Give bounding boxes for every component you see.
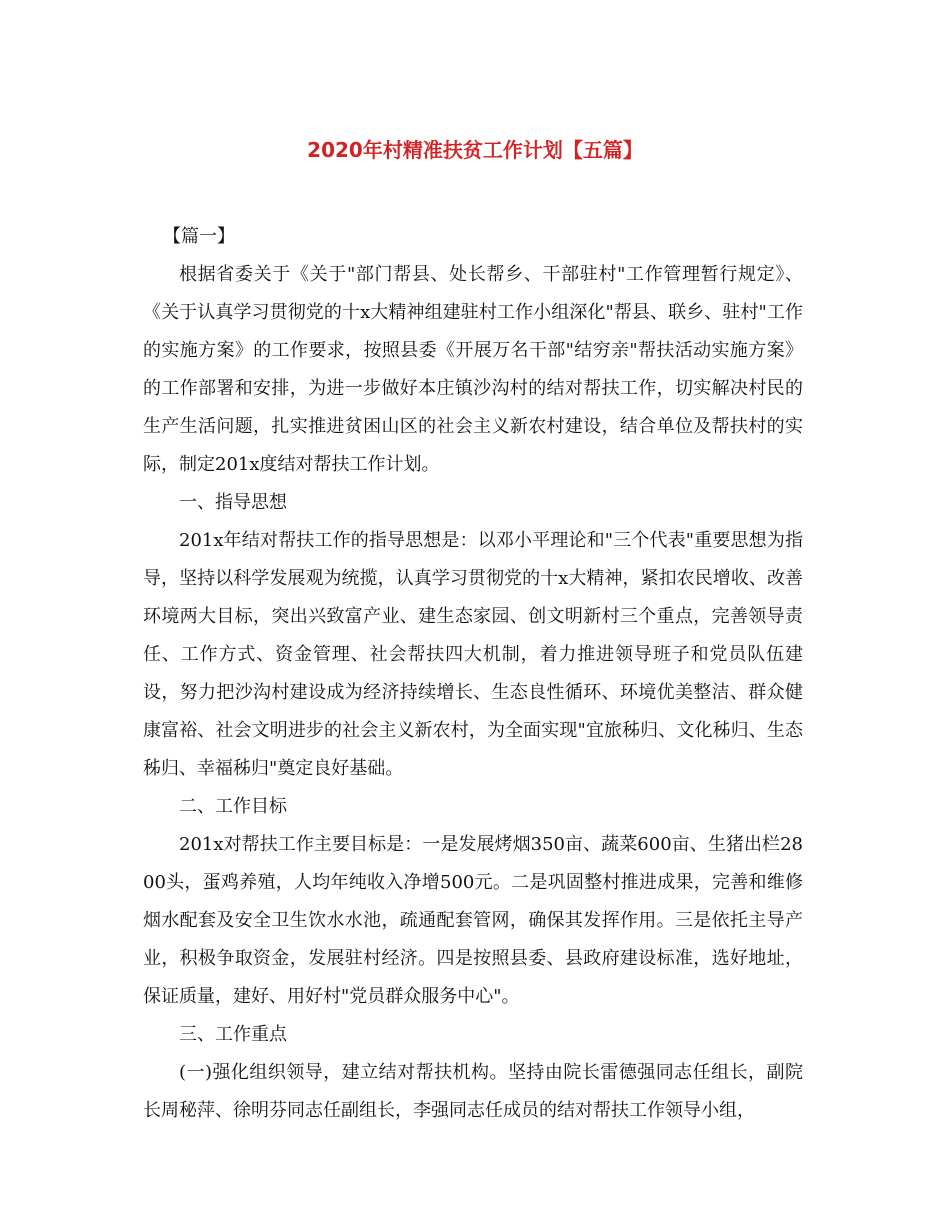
heading-work-goals: 二、工作目标	[179, 796, 287, 817]
paragraph-intro: 根据省委关于《关于"部门帮县、处长帮乡、干部驻村"工作管理暂行规定》、《关于认真学习贯彻党的十x大精神组建驻村工作小组深化"帮县、联乡、驻村"工作的实施方案》的工作要求，按照县委《开展万名干部"结穷亲"帮扶活动实施方案》的工作部署和安排，为进一步做好本庄镇沙沟村的结对帮扶工作，切实解决村民的生产生活问题，扎实推进贫困山区的社会主义新农村建设，结合单位及帮扶村的实际，制定201x度结对帮扶工作计划。	[143, 264, 803, 475]
document-title: 2020年村精准扶贫工作计划【五篇】	[307, 138, 643, 162]
heading-guiding-ideology: 一、指导思想	[179, 492, 287, 513]
paragraph-work-focus: (一)强化组织领导，建立结对帮扶机构。坚持由院长雷德强同志任组长，副院长周秘萍、徐明芬同志任副组长，李强同志任成员的结对帮扶工作领导小组，	[143, 1062, 803, 1121]
paragraph-work-goals: 201x对帮扶工作主要目标是：一是发展烤烟350亩、蔬菜600亩、生猪出栏2800头，蛋鸡养殖，人均年纯收入净增500元。二是巩固整村推进成果，完善和维修烟水配套及安全卫生饮水水池，疏通配套管网，确保其发挥作用。三是依托主导产业，积极争取资金，发展驻村经济。四是按照县委、县政府建设标准，选好地址，保证质量，建好、用好村"党员群众服务中心"。	[143, 834, 803, 1007]
section-tag: 【篇一】	[163, 226, 235, 247]
paragraph-guiding-ideology: 201x年结对帮扶工作的指导思想是：以邓小平理论和"三个代表"重要思想为指导，坚持以科学发展观为统揽，认真学习贯彻党的十x大精神，紧扣农民增收、改善环境两大目标，突出兴致富产业、建生态家园、创文明新村三个重点，完善领导责任、工作方式、资金管理、社会帮扶四大机制，着力推进领导班子和党员队伍建设，努力把沙沟村建设成为经济持续增长、生态良性循环、环境优美整洁、群众健康富裕、社会文明进步的社会主义新农村，为全面实现"宜旅秭归、文化秭归、生态秭归、幸福秭归"奠定良好基础。	[143, 530, 803, 779]
heading-work-focus: 三、工作重点	[179, 1024, 287, 1045]
document-body	[143, 218, 803, 1130]
